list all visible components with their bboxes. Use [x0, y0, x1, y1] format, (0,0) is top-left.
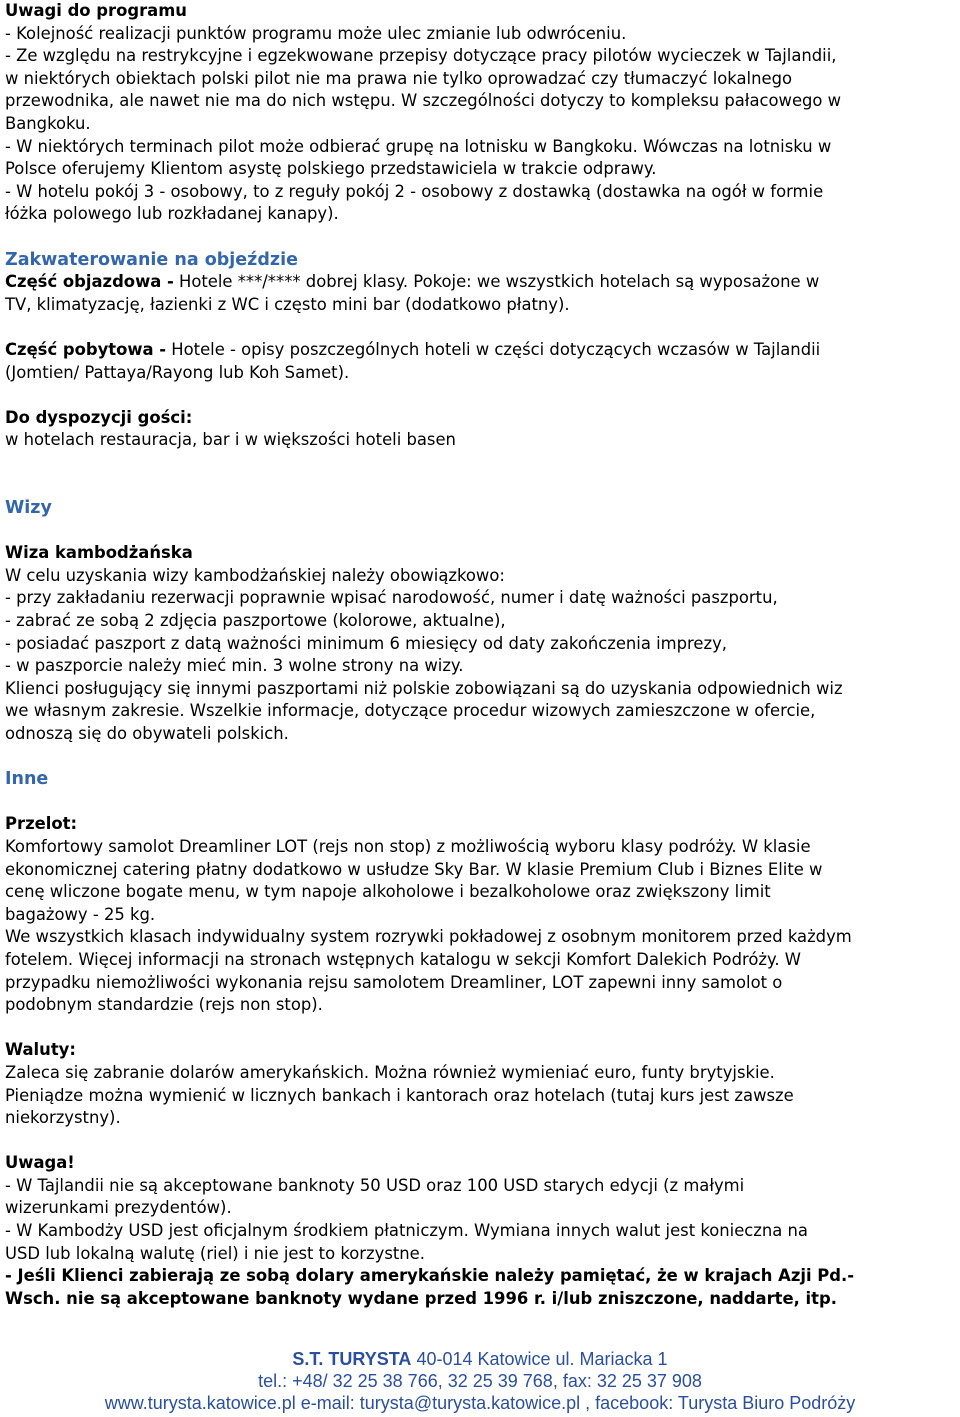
accommodation-heading: Zakwaterowanie na objeździe	[5, 249, 298, 270]
cambodia-visa-line: - posiadać paszport z datą ważności minimum 6 miesięcy od daty zakończenia imprezy,	[5, 633, 728, 653]
footer	[0, 1348, 960, 1414]
other-heading: Inne	[5, 769, 49, 790]
program-notes-line: w niektórych obiektach polski pilot nie ma prawa nie tylko oprowadzać czy tłumaczyć lokalnego	[5, 68, 792, 88]
stay-part-line	[5, 339, 960, 362]
footer-web: www.turysta.katowice.pl e-mail: turysta@turysta.katowice.pl , facebook: Turysta Biuro Podróży	[104, 1393, 856, 1413]
currency-line: Pieniądze można wymienić w licznych bankach i kantorach oraz hotelach (tutaj kurs jest zawsze	[5, 1085, 794, 1105]
flight-line: Komfortowy samolot Dreamliner LOT (rejs non stop) z możliwością wyboru klasy podróży. W klasie	[5, 836, 811, 856]
cambodia-visa-line: Klienci posługujący się innymi paszportami niż polskie zobowiązani są do uzyskania odpowiednich wiz	[5, 678, 843, 698]
footer-address: 40-014 Katowice ul. Mariacka 1	[411, 1349, 668, 1369]
footer-company-name: S.T. TURYSTA	[292, 1349, 412, 1369]
stay-part-text: Hotele - opisy poszczególnych hoteli w części dotyczących wczasów w Tajlandii	[166, 339, 821, 359]
warning-line: wizerunkami prezydentów).	[5, 1198, 232, 1218]
program-notes-heading: Uwagi do programu	[5, 1, 187, 20]
cambodia-visa-line: - przy zakładaniu rezerwacji poprawnie wpisać narodowość, numer i datę ważności paszportu,	[5, 588, 778, 608]
cambodia-visa-line: - zabrać ze sobą 2 zdjęcia paszportowe (kolorowe, aktualne),	[5, 611, 506, 631]
visas-section	[5, 497, 960, 746]
flight-line: cenę wliczone bogate menu, w tym napoje alkoholowe i bezalkoholowe oraz zwiększony limit	[5, 882, 771, 902]
stay-part-label: Część pobytowa -	[5, 339, 167, 359]
currency-line: niekorzystny).	[5, 1108, 121, 1128]
flight-line: ekonomicznej catering płatny dodatkowo w usłudze Sky Bar. W klasie Premium Club i Biznes Elite w	[5, 859, 823, 879]
program-notes-line: łóżka polowego lub rozkładanej kanapy).	[5, 204, 339, 224]
program-notes-line: przewodnika, ale nawet nie ma do nich wstępu. W szczególności dotyczy to kompleksu pałacowego w	[5, 91, 842, 111]
warning-line: USD lub lokalną walutę (riel) i nie jest to korzystne.	[5, 1243, 425, 1263]
program-notes-line: - Ze względu na restrykcyjne i egzekwowane przepisy dotyczące pracy pilotów wycieczek w Tajlandii,	[5, 46, 837, 66]
accommodation-section	[5, 249, 960, 452]
other-section	[5, 768, 960, 1310]
tour-part-line	[5, 271, 960, 294]
flight-line: podobnym standardzie (rejs non stop).	[5, 995, 323, 1015]
currency-line: Zaleca się zabranie dolarów amerykańskich. Można również wymieniać euro, funty brytyjskie.	[5, 1062, 775, 1082]
stay-part-line2: (Jomtien/ Pattaya/Rayong lub Koh Samet).	[5, 362, 350, 382]
program-notes-line: Polsce oferujemy Klientom asystę polskiego przedstawiciela w trakcie odprawy.	[5, 159, 657, 179]
program-notes-line: - Kolejność realizacji punktów programu może ulec zmianie lub odwróceniu.	[5, 23, 627, 43]
warning-title: Uwaga!	[5, 1153, 75, 1173]
document-page	[5, 0, 960, 1310]
flight-line: We wszystkich klasach indywidualny system rozrywki pokładowej z osobnym monitorem przed każdym	[5, 927, 852, 947]
footer-company-line	[0, 1348, 960, 1370]
warning-bold-line: - Jeśli Klienci zabierają ze sobą dolary amerykańskie należy pamiętać, że w krajach Azji Pd.-	[5, 1266, 855, 1286]
cambodia-visa-line: W celu uzyskania wizy kambodżańskiej należy obowiązkowo:	[5, 565, 505, 585]
program-notes-section	[5, 0, 960, 226]
guests-label: Do dyspozycji gości:	[5, 407, 193, 427]
flight-line: fotelem. Więcej informacji na stronach wstępnych katalogu w sekcji Komfort Dalekich Podróży. W	[5, 949, 801, 969]
tour-part-text: Hotele ***/**** dobrej klasy. Pokoje: we wszystkich hotelach są wyposażone w	[173, 272, 820, 292]
guests-line: w hotelach restauracja, bar i w większości hoteli basen	[5, 430, 456, 450]
currency-title: Waluty:	[5, 1040, 76, 1060]
warning-line: - W Kambodży USD jest oficjalnym środkiem płatniczym. Wymiana innych walut jest konieczna na	[5, 1221, 808, 1241]
cambodia-visa-line: we własnym zakresie. Wszelkie informacje, dotyczące procedur wizowych zamieszczone w ofercie,	[5, 701, 816, 721]
flight-line: przypadku niemożliwości wykonania rejsu samolotem Dreamliner, LOT zapewni inny samolot o	[5, 972, 783, 992]
visas-heading: Wizy	[5, 498, 52, 519]
tour-part-line2: TV, klimatyzację, łazienki z WC i często mini bar (dodatkowo płatny).	[5, 294, 570, 314]
program-notes-line: Bangkoku.	[5, 113, 91, 133]
program-notes-line: - W hotelu pokój 3 - osobowy, to z reguły pokój 2 - osobowy z dostawką (dostawka na ogół w formie	[5, 181, 824, 201]
flight-line: bagażowy - 25 kg.	[5, 904, 156, 924]
program-notes-line: - W niektórych terminach pilot może odbierać grupę na lotnisku w Bangkoku. Wówczas na lotnisku w	[5, 136, 832, 156]
footer-phones: tel.: +48/ 32 25 38 766, 32 25 39 768, fax: 32 25 37 908	[258, 1371, 702, 1391]
warning-bold-line: Wsch. nie są akceptowane banknoty wydane przed 1996 r. i/lub zniszczone, naddarte, itp.	[5, 1288, 837, 1308]
cambodia-visa-line: - w paszporcie należy mieć min. 3 wolne strony na wizy.	[5, 656, 464, 676]
cambodia-visa-title: Wiza kambodżańska	[5, 543, 193, 563]
flight-title: Przelot:	[5, 814, 78, 834]
tour-part-label: Część objazdowa -	[5, 272, 174, 292]
cambodia-visa-line: odnoszą się do obywateli polskich.	[5, 724, 289, 743]
warning-line: - W Tajlandii nie są akceptowane banknoty 50 USD oraz 100 USD starych edycji (z małymi	[5, 1175, 745, 1195]
